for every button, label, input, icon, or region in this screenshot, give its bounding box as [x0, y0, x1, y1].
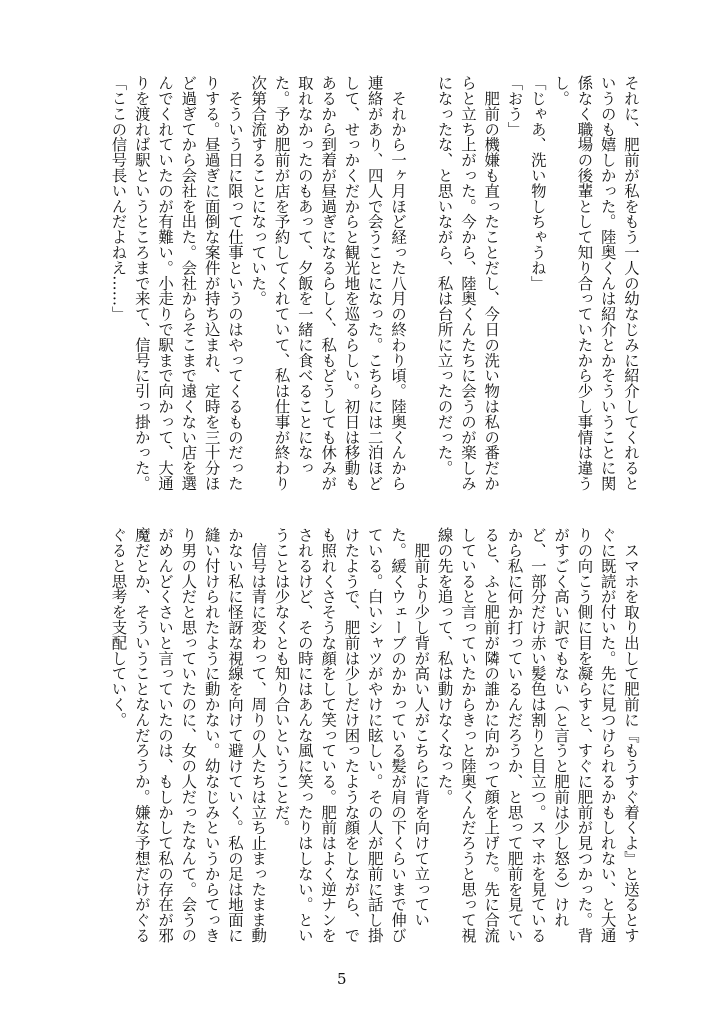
text-line: あるから到着が昼過ぎになるらしく、私もどうしても休みが — [319, 75, 338, 491]
bottom-text-block — [106, 527, 642, 947]
text-line: らと立ち上がった。今から、陸奥くんたちに会うのが楽しみ — [458, 75, 477, 491]
text-line: ぐに既読が付いた。先に見つけられるかもしれない、と大通 — [598, 527, 617, 943]
text-line: 「ここの信号長いんだよねえ……」 — [109, 75, 128, 322]
text-line: 魔だとか、そういうことなんだろうか。嫌な予想だけがぐる — [132, 527, 151, 943]
text-line: 肥前の機嫌も直ったことだし、今日の洗い物は私の番だか — [482, 75, 501, 491]
text-line: 取れなかったのもあって、夕飯を一緒に食べることになっ — [295, 75, 314, 476]
text-line: りする。昼過ぎに面倒な案件が持ち込まれ、定時を三十分ほ — [202, 75, 221, 491]
text-line: がめんどくさいと言っていたのは、もしかして私の存在が邪 — [156, 527, 175, 943]
text-line: ている。白いシャツがやけに眩しい。その人が肥前に話し掛 — [365, 527, 384, 943]
text-line: りの向こう側に目を凝らすと、すぐに肥前が見つかった。背 — [575, 527, 594, 943]
text-line: うことは少なくとも知り合いということだ。 — [272, 527, 291, 835]
text-line: になったな、と思いながら、私は台所に立ったのだった。 — [435, 75, 454, 476]
text-line: りを渡れば駅というところまで来て、信号に引っ掛かった。 — [132, 75, 151, 491]
text-line: から私に何か打っているんだろうか、と思って肥前を見てい — [505, 527, 524, 943]
page-number: 5 — [337, 970, 347, 988]
text-line: 「おう」 — [505, 75, 524, 137]
text-line: ぐると思考を支配していく。 — [109, 527, 128, 728]
text-line: かない私に怪訝な視線を向けて避けていく。私の足は地面に — [225, 527, 244, 943]
text-line: ど過ぎてから会社を出た。会社からそこまで遠くない店を選 — [179, 75, 198, 491]
text-line: 縫い付けられたように動かない。幼なじみというからてっき — [202, 527, 221, 943]
text-line: 連絡があり、四人で会うことになった。こちらには二泊ほど — [365, 75, 384, 491]
text-line: 信号は青に変わって、周りの人たちは立ち止まったまま動 — [249, 527, 268, 943]
text-line: 次第合流することになっていた。 — [249, 75, 268, 306]
top-text-block — [106, 75, 642, 495]
text-line: 線の先を追って、私は動けなくなった。 — [435, 527, 454, 805]
text-line: けたようで、肥前は少しだけ困ったような顔をしながら、で — [342, 527, 361, 943]
text-line: いうのも嬉しかった。陸奥くんは紹介とかそういうことに関 — [598, 75, 617, 491]
text-line: されるけど、その時にはあんな風に笑ったりはしない。とい — [295, 527, 314, 943]
text-line: んでくれていたのが有難い。小走りで駅まで向かって、大通 — [156, 75, 175, 491]
text-line: り男の人だと思っていたのに、女の人だったなんて。会うの — [179, 527, 198, 943]
text-line: そういう日に限って仕事というのはやってくるものだった — [225, 75, 244, 491]
text-line: し。 — [552, 75, 571, 106]
text-line: も照れくさそうな顔をして笑っている。肥前はよく逆ナンを — [319, 527, 338, 943]
text-line: ど、一部分だけ赤い髪色は割りと目立つ。スマホを見ている — [528, 527, 547, 943]
text-line: スマホを取り出して肥前に『もうすぐ着くよ』と送るとす — [622, 527, 640, 943]
text-line: それに、肥前が私をもう一人の幼なじみに紹介してくれると — [622, 75, 640, 491]
text-line: がすごく高い訳でもない（と言うと肥前は少し怒る）けれ — [552, 527, 571, 928]
text-line: して、せっかくだからと観光地を巡るらしい。初日は移動も — [342, 75, 361, 491]
text-line: た。予め肥前が店を予約してくれていて、私は仕事が終わり — [272, 75, 291, 491]
text-line: 「じゃあ、洗い物しちゃうね」 — [528, 75, 547, 291]
text-line: た。緩くウェーブのかかっている髪が肩の下くらいまで伸び — [389, 527, 408, 943]
text-line: ると、ふと肥前が隣の誰かに向かって顔を上げた。先に合流 — [482, 527, 501, 943]
text-line: 肥前より少し背が高い人がこちらに背を向けて立ってい — [412, 527, 431, 928]
text-line: それから一ヶ月ほど経った八月の終わり頃。陸奥くんから — [389, 75, 408, 491]
text-line: していると言っていたからきっと陸奥くんだろうと思って視 — [458, 527, 477, 943]
text-line: 係なく職場の後輩として知り合っていたから少し事情は違う — [575, 75, 594, 491]
text-line — [409, 75, 432, 495]
